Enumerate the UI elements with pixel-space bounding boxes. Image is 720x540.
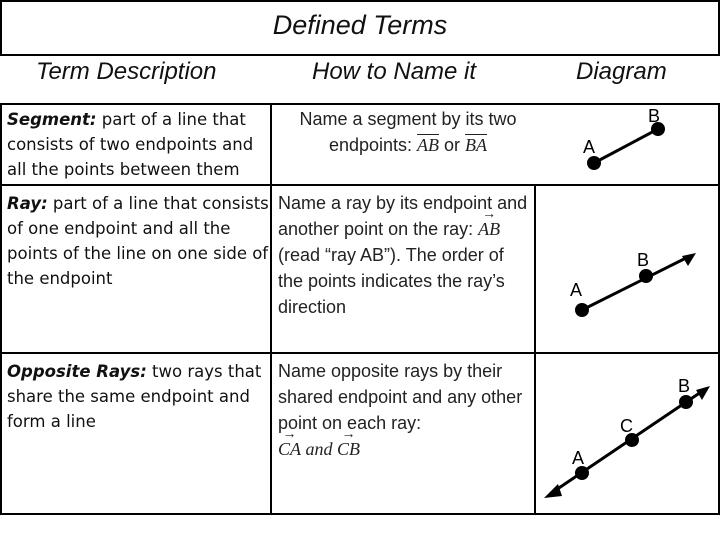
name-segment: Name a segment by its two endpoints: $\overline{AB}$ or $\overline{BA}$ xyxy=(299,109,517,155)
ray-diagram xyxy=(536,186,718,352)
point-b xyxy=(639,269,653,283)
ray-line xyxy=(582,256,690,310)
segment-diagram xyxy=(536,105,718,184)
header-how-to-name: How to Name it xyxy=(312,58,477,85)
ray-cb-symbol: → CB xyxy=(337,436,360,462)
ray-ca-symbol: → CA xyxy=(278,436,301,462)
label-b: B xyxy=(637,250,650,270)
page-title: Defined Terms xyxy=(272,10,448,40)
table-bottom-border xyxy=(0,513,720,515)
term-ray: Ray: part of a line that consists of one endpoint and all the points of the line on one side of the endpoint xyxy=(7,194,269,288)
label-c: C xyxy=(620,416,633,436)
point-a xyxy=(587,156,601,170)
term-opposite-rays: Opposite Rays: two rays that share the same endpoint and form a line xyxy=(7,362,262,431)
header-diagram: Diagram xyxy=(576,58,667,85)
label-b: B xyxy=(648,106,661,126)
arrowhead-right xyxy=(696,386,710,400)
table-left-border xyxy=(0,103,2,515)
name-opposite-rays: Name opposite rays by their shared endpoint and any other point on each ray: → CA and → CB xyxy=(278,358,530,462)
opposite-rays-diagram xyxy=(536,354,718,513)
label-a: A xyxy=(583,137,596,157)
segment-ba-symbol: $\overline{BA}$ xyxy=(465,135,488,155)
term-segment: Segment: part of a line that consists of two endpoints and all the points between them xyxy=(7,110,254,179)
segment-line xyxy=(594,129,658,163)
point-a xyxy=(575,303,589,317)
point-b xyxy=(679,395,693,409)
label-a: A xyxy=(572,448,585,468)
ray-ab-symbol: → AB xyxy=(478,216,500,242)
name-ray: Name a ray by its endpoint and another point on the ray: → AB (read “ray AB”). The order of the points indicates the ray’s direction xyxy=(278,190,530,320)
label-b: B xyxy=(678,376,691,396)
segment-ab-symbol: $\overline{AB}$ xyxy=(417,135,440,155)
label-a: A xyxy=(570,280,583,300)
column-divider xyxy=(270,103,272,515)
header-term-description: Term Description xyxy=(36,58,217,85)
point-a xyxy=(575,466,589,480)
